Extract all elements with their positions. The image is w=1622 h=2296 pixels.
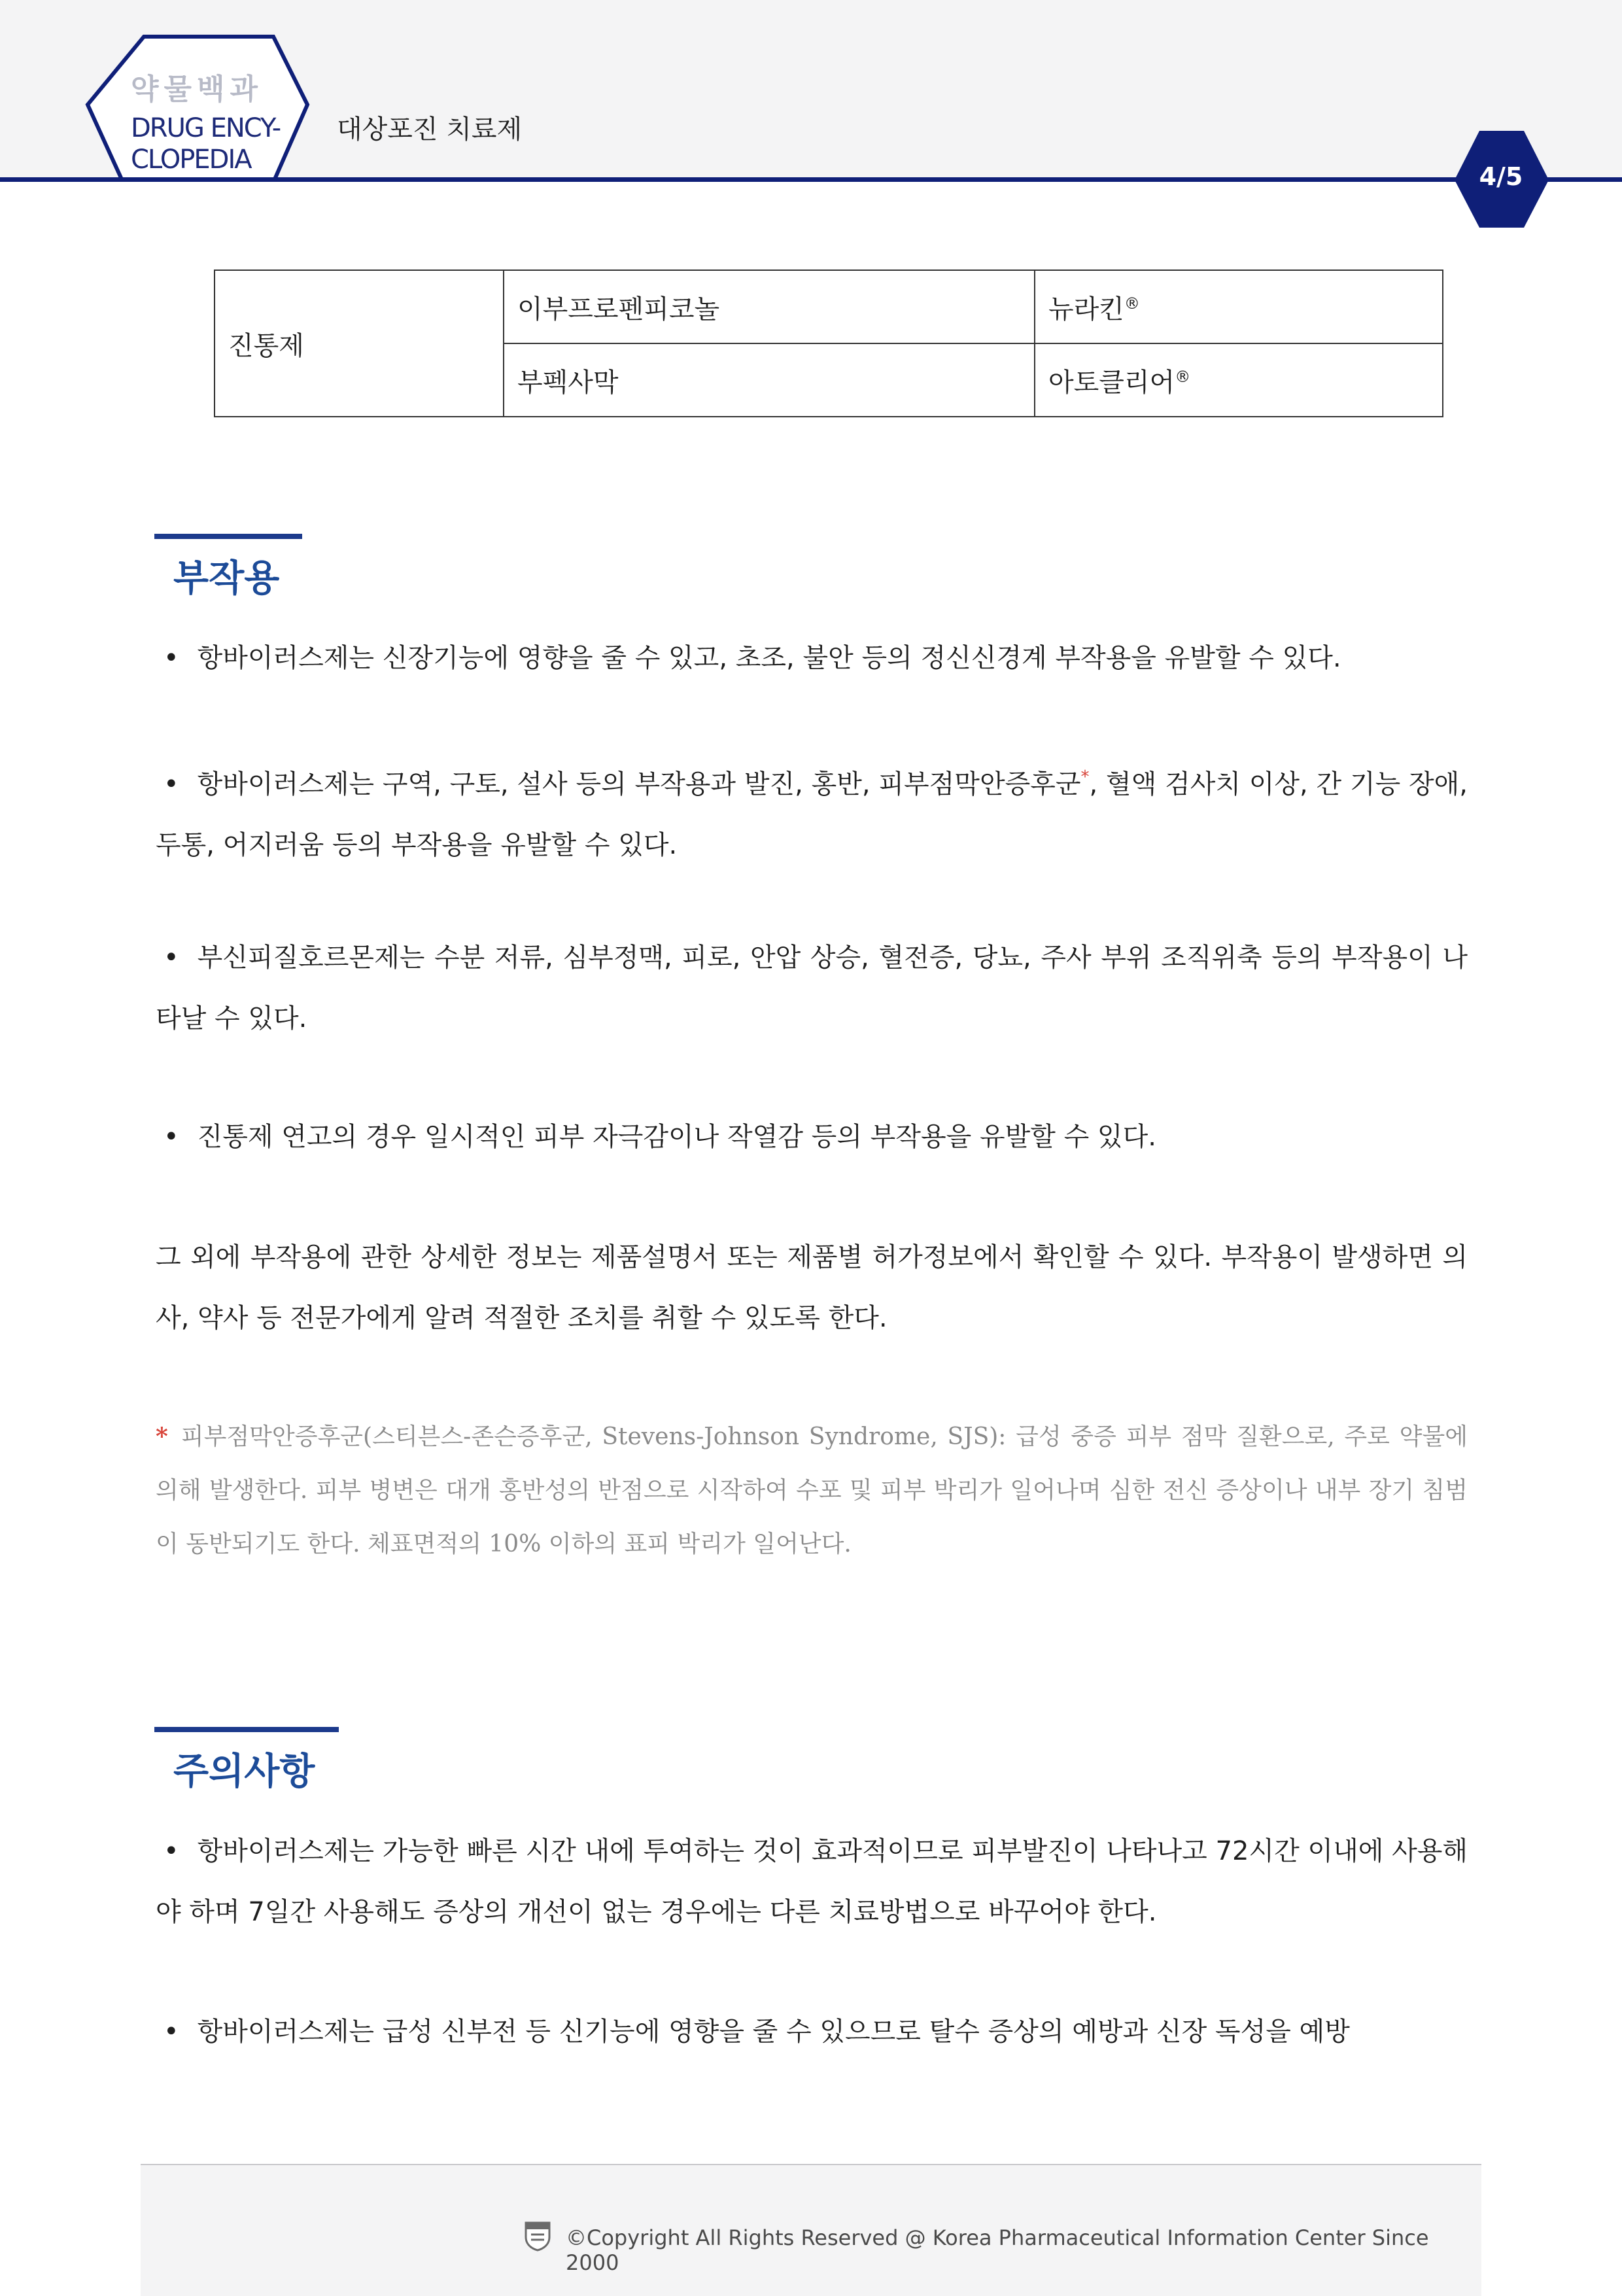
product-name: 아토클리어 (1048, 367, 1175, 398)
drug-table (214, 270, 1443, 417)
footer (141, 2164, 1481, 2296)
bullet-symbol: • (164, 1122, 179, 1152)
bullet-symbol: • (164, 1836, 179, 1866)
section-accent-bar (154, 1727, 339, 1732)
bullet-text: 부신피질호르몬제는 수분 저류, 심부정맥, 피로, 안압 상승, 혈전증, 당뇨, 주사 부위 조직위축 등의 부작용이 나타날 수 있다. (156, 943, 1468, 1034)
bullet-text: 항바이러스제는 구역, 구토, 설사 등의 부작용과 발진, 홍반, 피부점막안증후군 (197, 769, 1081, 799)
table-row (215, 270, 1443, 343)
table-ingredient-cell: 이부프로펜피코놀 (504, 270, 1035, 343)
registered-mark: ® (1175, 367, 1191, 386)
bullet-text: 항바이러스제는 가능한 빠른 시간 내에 투여하는 것이 효과적이므로 피부발진이 나타나고 72시간 이내에 사용해야 하며 7일간 사용해도 증상의 개선이 없는 경우에는 다른 치료방법으로 바꾸어야 한다. (156, 1836, 1468, 1927)
table-ingredient-cell: 부펙사막 (504, 343, 1035, 417)
section-title-side-effects: 부작용 (173, 557, 280, 600)
registered-mark: ® (1124, 294, 1140, 313)
bullet-text: 항바이러스제는 신장기능에 영향을 줄 수 있고, 초조, 불안 등의 정신신경계 부작용을 유발할 수 있다. (197, 643, 1341, 673)
copyright-text: ©Copyright All Rights Reserved @ Korea Pharmaceutical Information Center Since 2000 (566, 2225, 1429, 2275)
side-effect-paragraph: 그 외에 부작용에 관한 상세한 정보는 제품설명서 또는 제품별 허가정보에서 확인할 수 있다. 부작용이 발생하면 의사, 약사 등 전문가에게 알려 적절한 조치를 취할 수 있도록 한다. (156, 1242, 1468, 1333)
logo-english-line1: DRUG ENCY- (131, 113, 281, 143)
bullet-symbol: • (164, 769, 179, 799)
side-effect-bullet-2 (156, 747, 1468, 876)
side-effect-bullet-4 (156, 1107, 1468, 1168)
logo-english-text (131, 113, 280, 175)
bullet-symbol: • (164, 2017, 179, 2047)
bullet-text: 항바이러스제는 급성 신부전 등 신기능에 영향을 줄 수 있으므로 탈수 증상의 예방과 신장 독성을 예방 (197, 2017, 1350, 2047)
table-product-cell (1035, 270, 1443, 343)
bullet-text: , 혈액 검사치 이상, 간 기능 장애, 두통, 어지러움 등의 부작용을 유발할 수 있다. (156, 769, 1468, 860)
precaution-bullet-2 (156, 2002, 1468, 2062)
section-title-precautions: 주의사항 (173, 1750, 315, 1793)
footnote-text: 피부점막안증후군(스티븐스-존슨증후군, Stevens-Johnson Syndrome, SJS): 급성 중증 피부 점막 질환으로, 주로 약물에 의해 발생한다. 피부 병변은 대개 홍반성의 반점으로 시작하여 수포 및 피부 박리가 일어나며 심한 전신 증상이나 내부 장기 침범이 동반되기도 한다. 체표면적의 10% 이하의 표피 박리가 일어난다. (156, 1423, 1468, 1557)
bullet-text: 진통제 연고의 경우 일시적인 피부 자극감이나 작열감 등의 부작용을 유발할 수 있다. (197, 1122, 1156, 1152)
precaution-bullet-1 (156, 1821, 1468, 1943)
footnote-star: * (156, 1423, 168, 1450)
table-product-cell (1035, 343, 1443, 417)
page-number: 4/5 (1479, 162, 1523, 191)
logo-korean-text: 약물백과 (131, 73, 264, 106)
document-title: 대상포진 치료제 (337, 114, 523, 145)
footnote (156, 1410, 1468, 1571)
logo-english-line2: CLOPEDIA (131, 145, 251, 175)
table-category-cell: 진통제 (215, 270, 504, 417)
side-effect-bullet-1 (156, 628, 1468, 689)
bullet-symbol: • (164, 943, 179, 973)
section-accent-bar (154, 534, 302, 539)
product-name: 뉴라킨 (1048, 294, 1124, 324)
side-effect-bullet-3 (156, 928, 1468, 1049)
shield-logo-icon (523, 2220, 552, 2252)
bullet-symbol: • (164, 643, 179, 673)
footnote-star: * (1080, 767, 1090, 787)
